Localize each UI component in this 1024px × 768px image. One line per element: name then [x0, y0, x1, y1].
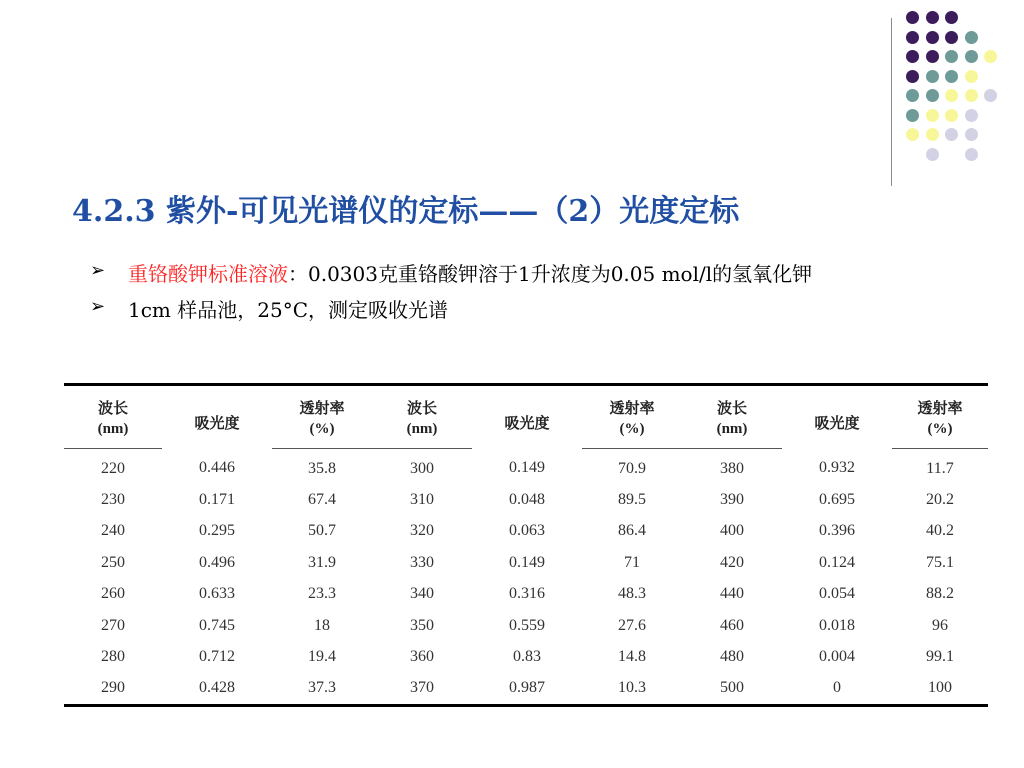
table-cell: 350 — [410, 616, 434, 634]
decorative-dot — [926, 50, 939, 63]
table-cell: 35.8 — [308, 459, 336, 477]
table-row — [64, 610, 988, 641]
table-cell: 37.3 — [272, 673, 372, 706]
table-cell: 0.633 — [199, 585, 235, 603]
table-cell: 19.4 — [308, 648, 336, 666]
table-cell: 480 — [720, 648, 744, 666]
decorative-dot — [965, 148, 978, 161]
table-cell: 0.932 — [819, 459, 855, 477]
header-unit-percent: (%) — [582, 418, 682, 449]
table-cell: 220 — [101, 459, 125, 477]
decorative-dot — [945, 11, 958, 24]
table-row — [64, 579, 988, 610]
table-cell: 50.7 — [308, 522, 336, 540]
table-cell: 86.4 — [618, 522, 646, 540]
table-cell: 27.6 — [618, 616, 646, 634]
table-cell: 380 — [720, 459, 744, 477]
header-wavelength: 波长 — [372, 385, 472, 419]
table-cell: 290 — [64, 673, 162, 706]
table-cell: 0.446 — [199, 459, 235, 477]
table-header-row — [64, 385, 988, 419]
table-cell: 0.048 — [509, 491, 545, 509]
table-cell: 360 — [410, 648, 434, 666]
decorative-dot — [984, 50, 997, 63]
table-row — [64, 516, 988, 547]
decorative-dot — [965, 89, 978, 102]
header-absorbance: 吸光度 — [162, 385, 272, 449]
table-cell: 89.5 — [618, 491, 646, 509]
decorative-dot — [965, 70, 978, 83]
decorative-divider-line — [891, 18, 892, 186]
bullet-item — [90, 294, 1010, 330]
decorative-dot — [926, 89, 939, 102]
decorative-dot — [945, 70, 958, 83]
decorative-dot — [906, 31, 919, 44]
table-cell: 310 — [410, 491, 434, 509]
decorative-dot — [965, 50, 978, 63]
table-cell: 0.149 — [509, 459, 545, 477]
table-row — [64, 641, 988, 672]
table-cell: 500 — [682, 673, 782, 706]
table-cell: 0.496 — [199, 553, 235, 571]
decorative-dot — [945, 31, 958, 44]
absorbance-table — [64, 383, 988, 707]
bullet-item — [90, 258, 1010, 294]
decorative-dot — [965, 31, 978, 44]
header-transmittance: 透射率 — [272, 385, 372, 419]
table-row — [64, 673, 988, 706]
table-cell: 370 — [372, 673, 472, 706]
decorative-dot — [965, 128, 978, 141]
table-cell: 440 — [720, 585, 744, 603]
table-cell: 0.054 — [819, 585, 855, 603]
header-unit-percent: (%) — [892, 418, 988, 449]
header-wavelength: 波长 — [682, 385, 782, 419]
table-cell: 0.295 — [199, 522, 235, 540]
table-cell: 0.018 — [819, 616, 855, 634]
table-cell: 330 — [410, 553, 434, 571]
decorative-dot — [906, 70, 919, 83]
table-cell: 250 — [101, 553, 125, 571]
arrow-bullet-icon: ➢ — [90, 296, 106, 317]
table-cell: 70.9 — [618, 459, 646, 477]
decorative-dot — [945, 109, 958, 122]
table-cell: 40.2 — [926, 522, 954, 540]
table-cell: 0.124 — [819, 553, 855, 571]
bullet-body: ：0.0303克重铬酸钾溶于1升浓度为0.05 mol/l的氢氧化钾 — [288, 262, 813, 286]
table-cell: 240 — [101, 522, 125, 540]
table-cell: 67.4 — [308, 491, 336, 509]
table-cell: 10.3 — [582, 673, 682, 706]
header-unit-percent: (%) — [272, 418, 372, 449]
table-cell: 280 — [101, 648, 125, 666]
table-cell: 340 — [410, 585, 434, 603]
arrow-bullet-icon: ➢ — [90, 260, 106, 281]
table-cell: 48.3 — [618, 585, 646, 603]
decorative-dot — [945, 128, 958, 141]
table-cell: 0 — [782, 673, 892, 706]
decorative-dot — [926, 128, 939, 141]
table-cell: 14.8 — [618, 648, 646, 666]
table-cell: 460 — [720, 616, 744, 634]
table-cell: 0.987 — [472, 673, 582, 706]
table-cell: 11.7 — [926, 459, 954, 477]
table-cell: 230 — [101, 491, 125, 509]
table-cell: 0.396 — [819, 522, 855, 540]
bullet-list — [90, 258, 1010, 330]
header-transmittance: 透射率 — [892, 385, 988, 419]
table-cell: 0.712 — [199, 648, 235, 666]
table-cell: 18 — [314, 616, 330, 634]
table-cell: 0.83 — [513, 648, 541, 666]
bullet-highlight: 重铬酸钾标准溶液 — [128, 262, 288, 286]
table-row — [64, 449, 988, 485]
table-cell: 71 — [624, 553, 640, 571]
decorative-dot — [906, 11, 919, 24]
table-cell: 0.171 — [199, 491, 235, 509]
decorative-dot — [906, 109, 919, 122]
decorative-dot — [906, 50, 919, 63]
header-wavelength: 波长 — [64, 385, 162, 419]
decorative-dot — [926, 11, 939, 24]
table-cell: 0.149 — [509, 553, 545, 571]
table-cell: 100 — [892, 673, 988, 706]
decorative-dot-grid — [0, 0, 1024, 180]
decorative-dot — [945, 50, 958, 63]
table-cell: 260 — [101, 585, 125, 603]
bullet-text — [128, 294, 448, 323]
table-cell: 0.559 — [509, 616, 545, 634]
table-cell: 0.428 — [162, 673, 272, 706]
table-cell: 0.063 — [509, 522, 545, 540]
header-unit-nm: (nm) — [682, 418, 782, 449]
decorative-dot — [926, 31, 939, 44]
decorative-dot — [906, 128, 919, 141]
table-cell: 0.316 — [509, 585, 545, 603]
decorative-dot — [906, 89, 919, 102]
table-cell: 300 — [410, 459, 434, 477]
table-row — [64, 547, 988, 578]
table-cell: 270 — [101, 616, 125, 634]
table-cell: 99.1 — [926, 648, 954, 666]
table-cell: 23.3 — [308, 585, 336, 603]
decorative-dot — [945, 89, 958, 102]
header-absorbance: 吸光度 — [782, 385, 892, 449]
decorative-dot — [926, 148, 939, 161]
table-cell: 390 — [720, 491, 744, 509]
decorative-dot — [926, 109, 939, 122]
table-cell: 400 — [720, 522, 744, 540]
slide-title: 4.2.3 紫外-可见光谱仪的定标——（2）光度定标 — [72, 194, 740, 229]
bullet-text — [128, 258, 812, 287]
table-cell: 320 — [410, 522, 434, 540]
table-cell: 96 — [932, 616, 948, 634]
header-unit-nm: (nm) — [64, 418, 162, 449]
decorative-dot — [926, 70, 939, 83]
header-unit-nm: (nm) — [372, 418, 472, 449]
table-cell: 31.9 — [308, 553, 336, 571]
table-body — [64, 449, 988, 706]
table-cell: 0.695 — [819, 491, 855, 509]
decorative-dot — [965, 109, 978, 122]
table-cell: 0.004 — [819, 648, 855, 666]
table-cell: 75.1 — [926, 553, 954, 571]
bullet-body: 1cm 样品池，25°C，测定吸收光谱 — [128, 298, 448, 322]
table-cell: 420 — [720, 553, 744, 571]
table-cell: 20.2 — [926, 491, 954, 509]
decorative-dot — [984, 89, 997, 102]
table-cell: 88.2 — [926, 585, 954, 603]
table-row — [64, 484, 988, 515]
table-cell: 0.745 — [199, 616, 235, 634]
header-transmittance: 透射率 — [582, 385, 682, 419]
header-absorbance: 吸光度 — [472, 385, 582, 449]
